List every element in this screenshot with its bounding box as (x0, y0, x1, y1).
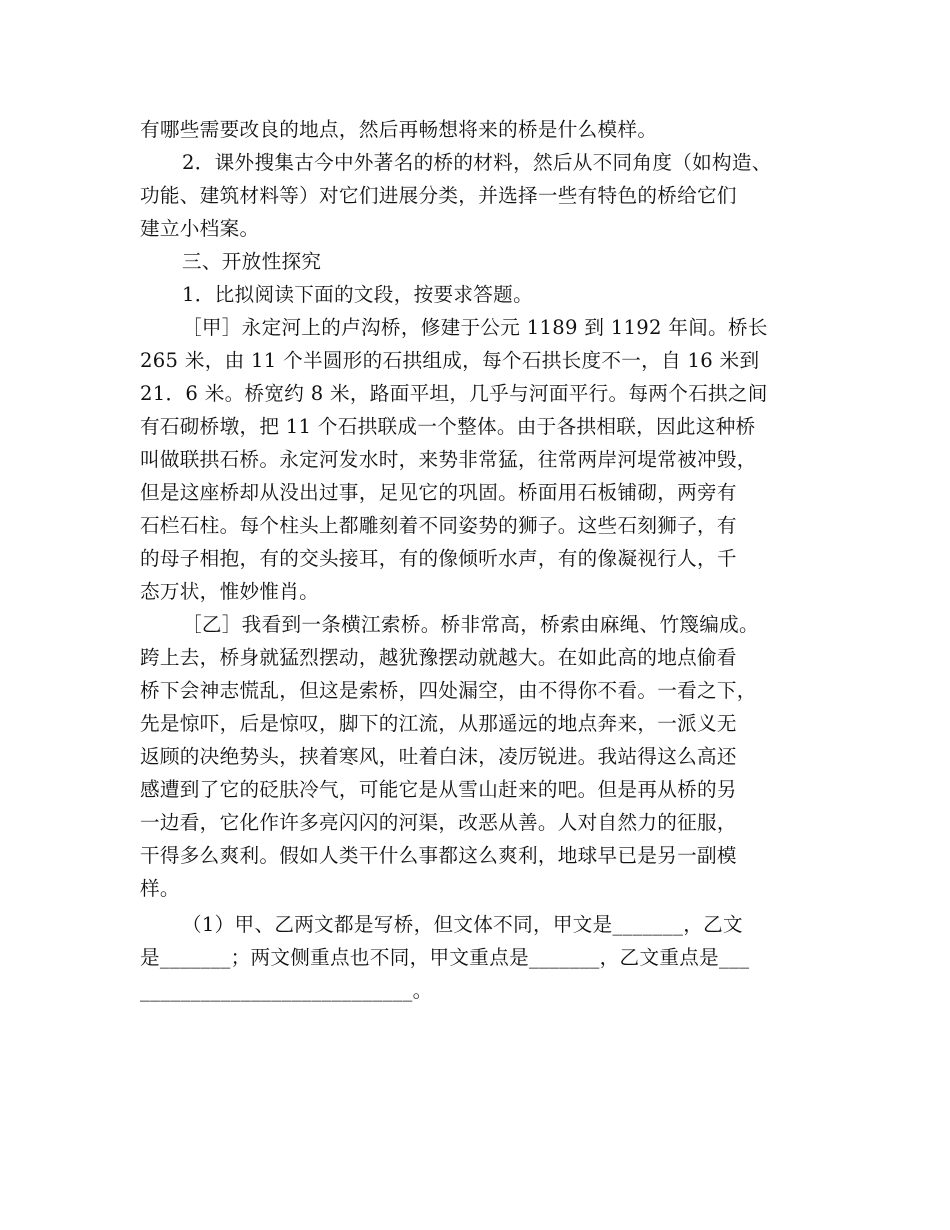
text-line: 叫做联拱石桥。永定河发水时，来势非常猛，往常两岸河堤常被冲毁， (140, 448, 757, 471)
text-line: 石栏石柱。每个柱头上都雕刻着不同姿势的狮子。这些石刻狮子，有 (140, 514, 737, 537)
text-line: 但是这座桥却从没出过事，足见它的巩固。桥面用石板铺砌，两旁有 (140, 481, 737, 504)
text-line: 2．课外搜集古今中外著名的桥的材料，然后从不同角度（如构造、 (182, 151, 772, 174)
text-line: 感遭到了它的砭肤冷气，可能它是从雪山赶来的吧。但是再从桥的另 (140, 778, 737, 801)
document-body (140, 113, 812, 1007)
text-line: 265 米，由 11 个半圆形的石拱组成，每个石拱长度不一，自 16 米到 (140, 349, 760, 372)
text-line: ［甲］永定河上的卢沟桥，修建于公元 1189 到 1192 年间。桥长 (182, 316, 768, 339)
question-text: ___________________________。 (140, 979, 433, 1002)
text-line: 态万状，惟妙惟肖。 (140, 580, 320, 603)
text-line: 的母子相抱，有的交头接耳，有的像倾听水声，有的像凝视行人，千 (140, 547, 737, 570)
text-line: 返顾的决绝势头，挟着寒风，吐着白沫，凌厉锐进。我站得这么高还 (140, 745, 737, 768)
text-line: 有哪些需要改良的地点，然后再畅想将来的桥是什么模样。 (140, 118, 658, 141)
text-line: 建立小档案。 (140, 217, 260, 240)
question-text: （1）甲、乙两文都是写桥，但文体不同，甲文是_______，乙文 (182, 913, 743, 936)
section-heading: 三、开放性探究 (182, 250, 322, 273)
text-line: 功能、建筑材料等）对它们进展分类，并选择一些有特色的桥给它们 (140, 184, 737, 207)
text-line: 干得多么爽利。假如人类干什么事都这么爽利，地球早已是另一副模 (140, 844, 737, 867)
question-prompt: 1．比拟阅读下面的文段，按要求答题。 (182, 283, 533, 306)
text-line: 21．6 米。桥宽约 8 米，路面平坦，几乎与河面平行。每两个石拱之间 (140, 382, 768, 405)
text-line: 先是惊吓，后是惊叹，脚下的江流，从那遥远的地点奔来，一派义无 (140, 712, 737, 735)
text-line: 一边看，它化作许多亮闪闪的河渠，改恶从善。人对自然力的征服， (140, 811, 737, 834)
text-line: 有石砌桥墩，把 11 个石拱联成一个整体。由于各拱相联，因此这种桥 (140, 415, 756, 438)
question-text: 是_______；两文侧重点也不同，甲文重点是_______，乙文重点是___ (140, 946, 750, 969)
text-line: ［乙］我看到一条横江索桥。桥非常高，桥索由麻绳、竹篾编成。 (182, 613, 759, 636)
text-line: 桥下会神志慌乱，但这是索桥，四处漏空，由不得你不看。一看之下， (140, 679, 757, 702)
text-line: 跨上去，桥身就猛烈摆动，越犹豫摆动就越大。在如此高的地点偷看 (140, 646, 737, 669)
text-line: 样。 (140, 877, 180, 900)
